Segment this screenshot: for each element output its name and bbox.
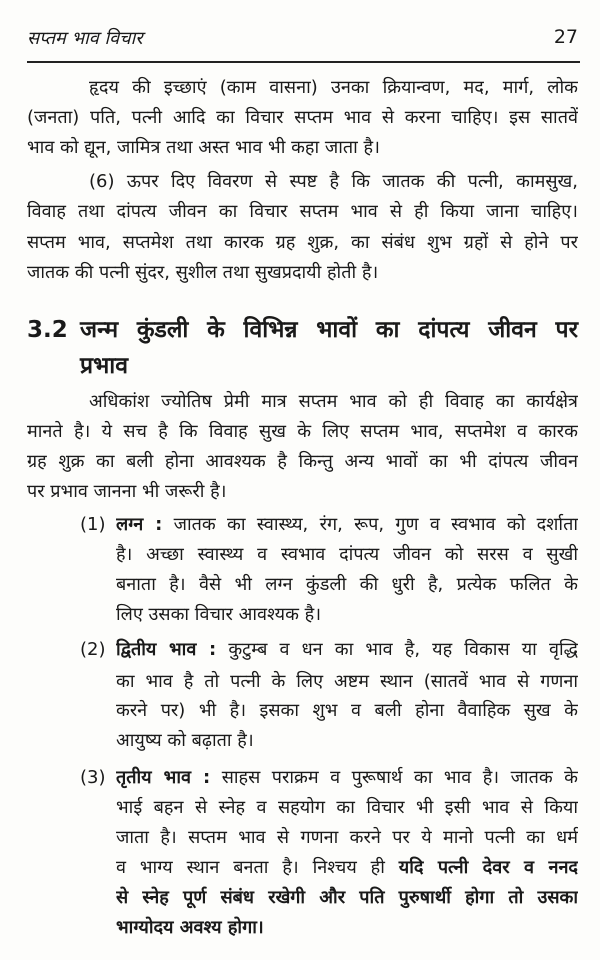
item-text: है। अच्छा स्वास्थ्य व स्वभाव दांपत्य जीवन को सरस व सुखी <box>116 544 578 565</box>
item-text: लिए उसका विचार आवश्यक है। <box>116 604 322 625</box>
item-label: लग्न : <box>116 514 163 535</box>
item-text: का भाव है तो पत्नी के लिए अष्टम स्थान (सातवें भाव से गणना <box>116 671 578 692</box>
item-line <box>116 853 578 883</box>
item-number: (1) <box>80 514 106 535</box>
paragraph-line: जातक की पत्नी सुंदर, सुशील तथा सुखप्रदायी होती है। <box>27 262 379 283</box>
item-label: द्वितीय भाव : <box>116 639 217 660</box>
item-text: साहस पराक्रम व पुरूषार्थ का भाव है। जातक के <box>210 767 578 788</box>
header-rule <box>27 61 580 63</box>
item-line <box>116 823 578 853</box>
paragraph-line: सप्तम भाव, सप्तमेश तथा कारक ग्रह शुक्र, का संबंध शुभ ग्रहों से होने पर <box>27 232 578 253</box>
item-line <box>116 570 578 600</box>
item-line <box>116 793 578 823</box>
paragraph-line: विवाह तथा दांपत्य जीवन का विचार सप्तम भाव से ही किया जाना चाहिए। <box>27 201 578 222</box>
chapter-title: सप्तम भाव विचार <box>27 28 143 49</box>
paragraph-line: पर प्रभाव जानना भी जरूरी है। <box>27 481 227 502</box>
section-title-line2: प्रभाव <box>80 353 129 379</box>
section-number: 3.2 <box>27 317 68 343</box>
item-line <box>116 763 578 793</box>
item-text: बनाता है। वैसे भी लग्न कुंडली की धुरी है, प्रत्येक फलित के <box>116 574 578 595</box>
item-text: जाता है। सप्तम भाव से गणना करने पर ये मानो पत्नी का धर्म <box>116 827 578 848</box>
item-text: करने पर) भी है। इसका शुभ व बली होना वैवाहिक सुख के <box>116 700 578 721</box>
page-number: 27 <box>553 26 578 48</box>
item-text: आयुष्य को बढ़ाता है। <box>116 730 254 751</box>
item-emphasis-line: भाग्योदय अवश्य होगा। <box>116 917 264 938</box>
paragraph-line: मानते है। ये सच है कि विवाह सुख के लिए सप्तम भाव, सप्तमेश व कारक <box>27 421 578 442</box>
item-line <box>116 667 578 697</box>
item-text: कुटुम्ब व धन का भाव है, यह विकास या वृद्धि <box>216 639 578 660</box>
paragraph-line: (6) ऊपर दिए विवरण से स्पष्ट है कि जातक की पत्नी, कामसुख, <box>89 171 578 192</box>
paragraph-line: भाव को द्यून, जामित्र तथा अस्त भाव भी कहा जाता है। <box>27 137 380 158</box>
item-number: (2) <box>80 639 106 660</box>
item-text: भाई बहन से स्नेह व सहयोग का विचार भी इसी भाव से किया <box>116 797 578 818</box>
item-line <box>116 696 578 726</box>
item-text: जातक का स्वास्थ्य, रंग, रूप, गुण व स्वभाव को दर्शाता <box>162 514 578 535</box>
item-number: (3) <box>80 767 106 788</box>
item-line <box>116 726 578 756</box>
item-line <box>116 510 578 540</box>
paragraph-line: हृदय की इच्छाएं (काम वासना) उनका क्रियान्वण, मद, मार्ग, लोक <box>89 77 578 98</box>
item-label: तृतीय भाव : <box>116 767 211 788</box>
paragraph-line: ग्रह शुक्र का बली होना आवश्यक है किन्तु अन्य भावों का भी दांपत्य जीवन <box>27 451 578 472</box>
paragraph-line: अधिकांश ज्योतिष प्रेमी मात्र सप्तम भाव को ही विवाह का कार्यक्षेत्र <box>89 391 578 412</box>
item-line <box>116 540 578 570</box>
item-text: व भाग्य स्थान बनता है। निश्चय ही <box>116 857 399 878</box>
item-emphasis-line: से स्नेह पूर्ण संबंध रखेगी और पति पुरुषार्थी होगा तो उसका <box>116 887 578 908</box>
item-line <box>116 635 578 665</box>
item-emphasis: यदि पत्नी देवर व ननद <box>398 857 578 878</box>
item-line <box>116 600 578 630</box>
running-header <box>27 26 578 50</box>
section-title-line1: जन्म कुंडली के विभिन्न भावों का दांपत्य जीवन पर <box>80 317 578 343</box>
paragraph-line: (जनता) पति, पत्नी आदि का विचार सप्तम भाव से करना चाहिए। इस सातवें <box>27 107 578 128</box>
